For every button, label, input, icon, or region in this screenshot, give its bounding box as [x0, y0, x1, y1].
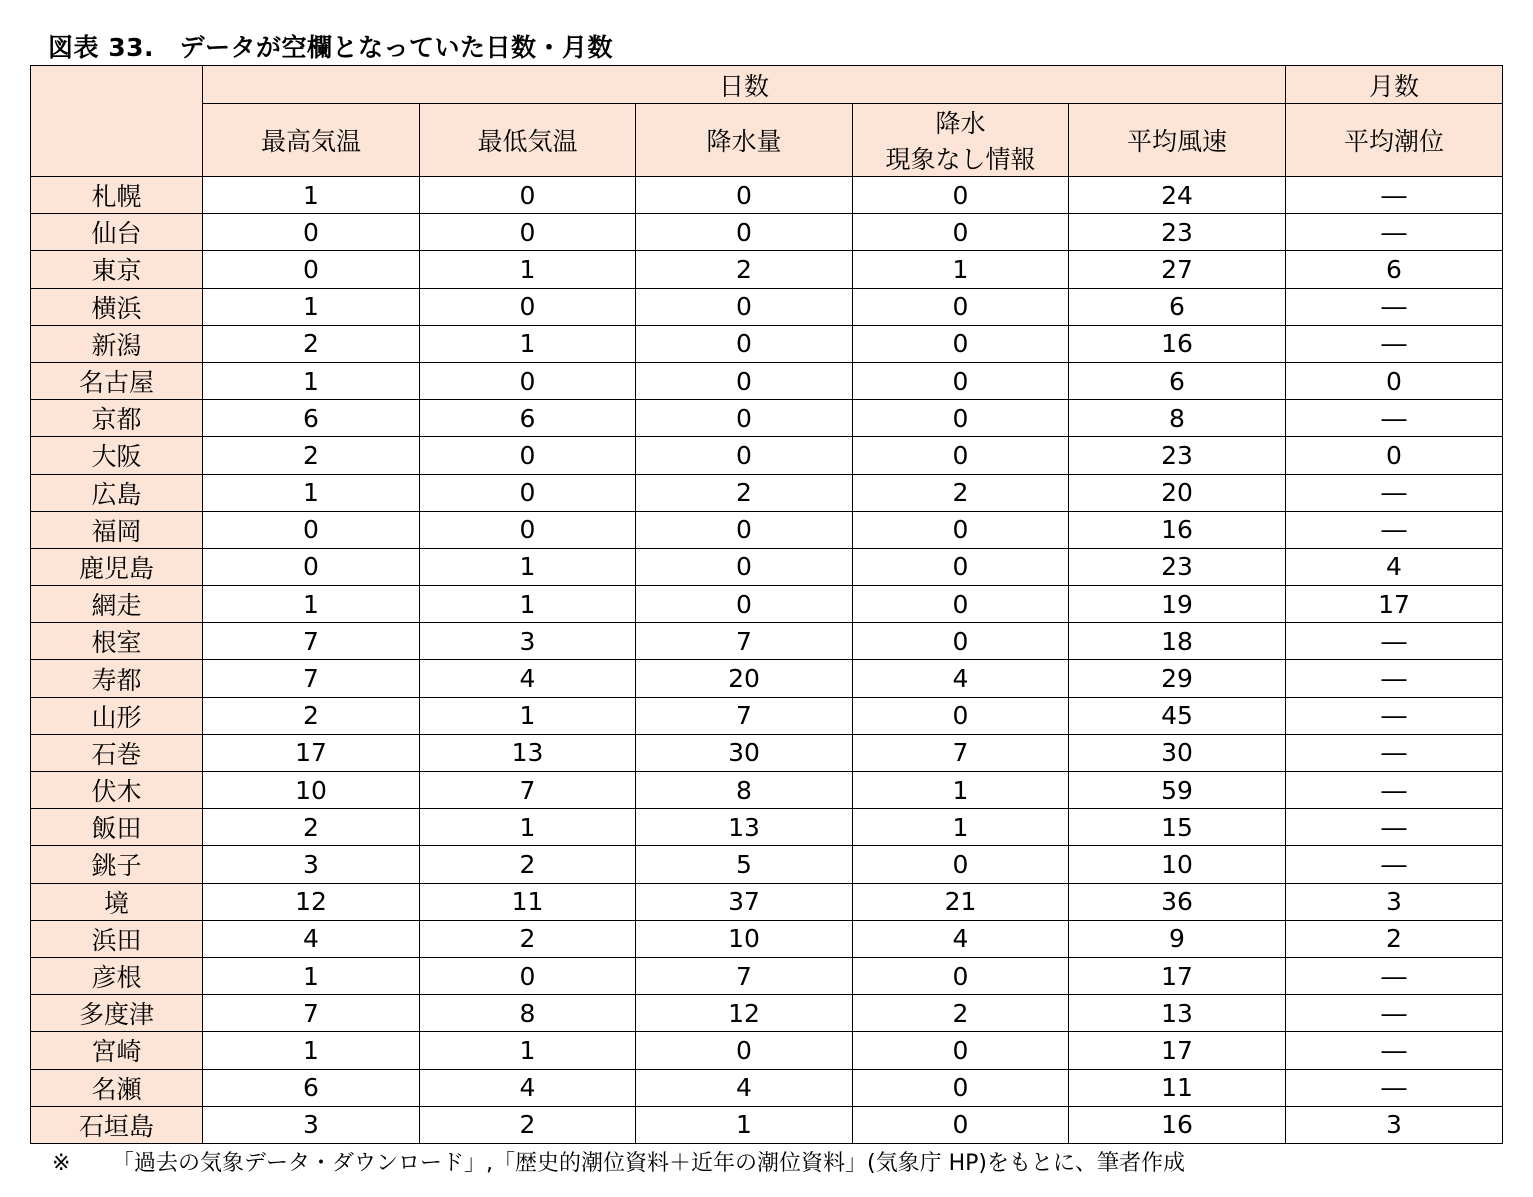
table-cell: 4 — [203, 920, 420, 957]
table-cell: 1 — [203, 288, 420, 325]
col-header-no-precip-line2: 現象なし情報 — [885, 145, 1036, 174]
table-cell: 0 — [853, 697, 1069, 734]
table-cell: 1 — [420, 1032, 636, 1069]
table-title: 図表 33. データが空欄となっていた日数・月数 — [48, 33, 613, 62]
table-cell: ― — [1286, 809, 1503, 846]
table-cell: 0 — [203, 214, 420, 251]
table-row — [31, 362, 1503, 399]
table-cell: 2 — [203, 437, 420, 474]
table-cell: 1 — [420, 548, 636, 585]
table-cell: ― — [1286, 957, 1503, 994]
table-cell: 13 — [636, 809, 853, 846]
table-row — [31, 772, 1503, 809]
table-cell: 10 — [636, 920, 853, 957]
table-cell: 21 — [853, 883, 1069, 920]
table-cell: 9 — [1069, 920, 1286, 957]
table-cell: 2 — [853, 995, 1069, 1032]
table-cell: 6 — [203, 1069, 420, 1106]
table-cell: 45 — [1069, 697, 1286, 734]
table-cell: 1 — [203, 957, 420, 994]
table-cell: 4 — [853, 920, 1069, 957]
table-cell: 0 — [853, 511, 1069, 548]
table-row — [31, 957, 1503, 994]
row-label: 名古屋 — [31, 362, 203, 399]
table-cell: ― — [1286, 660, 1503, 697]
table-cell: 17 — [1286, 586, 1503, 623]
row-label: 横浜 — [31, 288, 203, 325]
row-label: 福岡 — [31, 511, 203, 548]
row-label: 石巻 — [31, 734, 203, 771]
table-cell: 5 — [636, 846, 853, 883]
table-cell: 1 — [853, 809, 1069, 846]
table-cell: 0 — [420, 214, 636, 251]
table-row — [31, 734, 1503, 771]
table-cell: 0 — [636, 177, 853, 214]
table-cell: 1 — [203, 362, 420, 399]
row-label: 鹿児島 — [31, 548, 203, 585]
row-label: 境 — [31, 883, 203, 920]
row-label: 仙台 — [31, 214, 203, 251]
table-cell: 37 — [636, 883, 853, 920]
col-header-no-precip-info — [853, 104, 1069, 177]
table-cell: 4 — [420, 1069, 636, 1106]
col-header-min-temp: 最低気温 — [420, 104, 636, 177]
table-cell: 8 — [420, 995, 636, 1032]
table-cell: 0 — [636, 214, 853, 251]
row-label: 宮崎 — [31, 1032, 203, 1069]
table-cell: 0 — [853, 177, 1069, 214]
table-row — [31, 548, 1503, 585]
table-cell: 12 — [636, 995, 853, 1032]
table-cell: ― — [1286, 697, 1503, 734]
table-body — [31, 177, 1503, 1144]
table-cell: 0 — [853, 1032, 1069, 1069]
table-row — [31, 995, 1503, 1032]
table-cell: 0 — [420, 957, 636, 994]
table-cell: 0 — [420, 288, 636, 325]
table-cell: 2 — [636, 474, 853, 511]
table-cell: 0 — [853, 623, 1069, 660]
table-cell: 0 — [853, 548, 1069, 585]
table-cell: 0 — [636, 1032, 853, 1069]
table-cell: 29 — [1069, 660, 1286, 697]
row-label: 札幌 — [31, 177, 203, 214]
table-cell: ― — [1286, 734, 1503, 771]
table-row — [31, 288, 1503, 325]
table-cell: 20 — [1069, 474, 1286, 511]
table-cell: 16 — [1069, 1106, 1286, 1143]
table-cell: ― — [1286, 1032, 1503, 1069]
table-row — [31, 325, 1503, 362]
row-label: 網走 — [31, 586, 203, 623]
table-row — [31, 214, 1503, 251]
table-cell: 8 — [636, 772, 853, 809]
row-label: 浜田 — [31, 920, 203, 957]
table-cell: 0 — [420, 474, 636, 511]
table-cell: 19 — [1069, 586, 1286, 623]
table-cell: 1 — [636, 1106, 853, 1143]
table-cell: 4 — [1286, 548, 1503, 585]
corner-cell — [31, 66, 203, 177]
table-cell: ― — [1286, 177, 1503, 214]
table-cell: 0 — [203, 511, 420, 548]
table-cell: 1 — [203, 1032, 420, 1069]
table-cell: 3 — [1286, 1106, 1503, 1143]
table-cell: 30 — [1069, 734, 1286, 771]
row-label: 彦根 — [31, 957, 203, 994]
table-row — [31, 660, 1503, 697]
row-label: 大阪 — [31, 437, 203, 474]
table-cell: 0 — [853, 586, 1069, 623]
table-cell: 20 — [636, 660, 853, 697]
table-cell: 7 — [203, 995, 420, 1032]
table-cell: 6 — [1069, 288, 1286, 325]
col-header-avg-tide: 平均潮位 — [1286, 104, 1503, 177]
table-row — [31, 1106, 1503, 1143]
table-cell: 23 — [1069, 548, 1286, 585]
table-cell: 36 — [1069, 883, 1286, 920]
table-cell: 1 — [420, 586, 636, 623]
table-cell: 1 — [420, 325, 636, 362]
table-cell: 27 — [1069, 251, 1286, 288]
table-row — [31, 437, 1503, 474]
table-cell: 0 — [853, 957, 1069, 994]
table-cell: 59 — [1069, 772, 1286, 809]
table-cell: 11 — [420, 883, 636, 920]
col-header-precipitation: 降水量 — [636, 104, 853, 177]
table-cell: 4 — [853, 660, 1069, 697]
table-cell: 24 — [1069, 177, 1286, 214]
table-cell: 15 — [1069, 809, 1286, 846]
group-header-months: 月数 — [1286, 66, 1503, 104]
table-cell: 23 — [1069, 214, 1286, 251]
table-row — [31, 1069, 1503, 1106]
table-cell: 0 — [636, 437, 853, 474]
table-row — [31, 251, 1503, 288]
table-cell: 0 — [853, 846, 1069, 883]
table-cell: 0 — [636, 288, 853, 325]
table-cell: 1 — [420, 251, 636, 288]
table-cell: ― — [1286, 772, 1503, 809]
table-row — [31, 846, 1503, 883]
row-label: 寿都 — [31, 660, 203, 697]
table-cell: 0 — [636, 586, 853, 623]
col-header-no-precip-line1: 降水 — [935, 109, 986, 138]
table-cell: 0 — [420, 511, 636, 548]
table-cell: 4 — [420, 660, 636, 697]
table-cell: 7 — [203, 623, 420, 660]
table-cell: 13 — [420, 734, 636, 771]
table-cell: 2 — [1286, 920, 1503, 957]
table-row — [31, 697, 1503, 734]
table-cell: 6 — [1069, 362, 1286, 399]
table-row — [31, 511, 1503, 548]
table-cell: 0 — [636, 511, 853, 548]
table-cell: 1 — [203, 177, 420, 214]
table-row — [31, 177, 1503, 214]
group-header-days: 日数 — [203, 66, 1286, 104]
table-cell: 7 — [636, 623, 853, 660]
table-cell: 30 — [636, 734, 853, 771]
table-cell: 0 — [420, 362, 636, 399]
table-row — [31, 920, 1503, 957]
table-cell: 13 — [1069, 995, 1286, 1032]
row-label: 銚子 — [31, 846, 203, 883]
table-cell: 0 — [853, 400, 1069, 437]
table-cell: 0 — [203, 251, 420, 288]
table-cell: 0 — [853, 362, 1069, 399]
table-cell: ― — [1286, 623, 1503, 660]
table-cell: 2 — [203, 809, 420, 846]
table-row — [31, 809, 1503, 846]
table-cell: 4 — [636, 1069, 853, 1106]
table-cell: 7 — [203, 660, 420, 697]
table-cell: 11 — [1069, 1069, 1286, 1106]
table-cell: 0 — [1286, 362, 1503, 399]
table-cell: 2 — [420, 920, 636, 957]
table-cell: 6 — [1286, 251, 1503, 288]
table-cell: 7 — [636, 957, 853, 994]
table-cell: 0 — [1286, 437, 1503, 474]
table-row — [31, 586, 1503, 623]
row-label: 伏木 — [31, 772, 203, 809]
table-cell: ― — [1286, 214, 1503, 251]
table-cell: 3 — [203, 846, 420, 883]
table-cell: 3 — [1286, 883, 1503, 920]
table-row — [31, 883, 1503, 920]
table-cell: ― — [1286, 846, 1503, 883]
table-cell: 1 — [420, 697, 636, 734]
table-cell: 3 — [420, 623, 636, 660]
table-cell: 2 — [636, 251, 853, 288]
row-label: 根室 — [31, 623, 203, 660]
table-cell: 16 — [1069, 325, 1286, 362]
row-label: 名瀬 — [31, 1069, 203, 1106]
row-label: 東京 — [31, 251, 203, 288]
table-cell: 2 — [203, 325, 420, 362]
table-cell: 0 — [853, 1106, 1069, 1143]
table-row — [31, 623, 1503, 660]
table-cell: 12 — [203, 883, 420, 920]
table-cell: 6 — [420, 400, 636, 437]
row-label: 山形 — [31, 697, 203, 734]
table-cell: 2 — [420, 1106, 636, 1143]
table-cell: ― — [1286, 325, 1503, 362]
table-cell: 2 — [853, 474, 1069, 511]
missing-data-table — [30, 65, 1503, 1144]
table-cell: ― — [1286, 474, 1503, 511]
table-cell: 1 — [853, 251, 1069, 288]
row-label: 京都 — [31, 400, 203, 437]
row-label: 広島 — [31, 474, 203, 511]
table-cell: 1 — [853, 772, 1069, 809]
table-cell: 2 — [203, 697, 420, 734]
row-label: 新潟 — [31, 325, 203, 362]
row-label: 飯田 — [31, 809, 203, 846]
table-cell: 0 — [853, 1069, 1069, 1106]
table-cell: ― — [1286, 511, 1503, 548]
table-cell: 17 — [203, 734, 420, 771]
table-cell: 2 — [420, 846, 636, 883]
table-cell: 0 — [636, 548, 853, 585]
footnote-text: 「過去の気象データ・ダウンロード」,「歴史的潮位資料＋近年の潮位資料」(気象庁 HP)をもとに、筆者作成 — [112, 1151, 1185, 1176]
table-cell: 0 — [420, 437, 636, 474]
table-cell: ― — [1286, 400, 1503, 437]
table-cell: 0 — [853, 214, 1069, 251]
table-cell: 8 — [1069, 400, 1286, 437]
table-cell: 1 — [203, 474, 420, 511]
col-header-avg-wind: 平均風速 — [1069, 104, 1286, 177]
table-cell: 0 — [203, 548, 420, 585]
table-cell: 0 — [636, 362, 853, 399]
table-cell: ― — [1286, 288, 1503, 325]
table-cell: 3 — [203, 1106, 420, 1143]
row-label: 石垣島 — [31, 1106, 203, 1143]
table-cell: 17 — [1069, 1032, 1286, 1069]
table-cell: 17 — [1069, 957, 1286, 994]
table-cell: 1 — [420, 809, 636, 846]
table-cell: ― — [1286, 995, 1503, 1032]
table-cell: 1 — [203, 586, 420, 623]
table-cell: 10 — [1069, 846, 1286, 883]
table-cell: 0 — [420, 177, 636, 214]
table-row — [31, 400, 1503, 437]
table-cell: 0 — [636, 400, 853, 437]
table-cell: 0 — [636, 325, 853, 362]
table-cell: 10 — [203, 772, 420, 809]
table-cell: 23 — [1069, 437, 1286, 474]
table-cell: 7 — [853, 734, 1069, 771]
footnote — [52, 1146, 1185, 1177]
footnote-mark: ※ — [52, 1151, 71, 1176]
table-cell: 18 — [1069, 623, 1286, 660]
table-row — [31, 1032, 1503, 1069]
table-cell: ― — [1286, 1069, 1503, 1106]
table-cell: 7 — [420, 772, 636, 809]
table-cell: 16 — [1069, 511, 1286, 548]
table-row — [31, 474, 1503, 511]
table-cell: 7 — [636, 697, 853, 734]
table-cell: 0 — [853, 288, 1069, 325]
table-cell: 6 — [203, 400, 420, 437]
col-header-max-temp: 最高気温 — [203, 104, 420, 177]
table-cell: 0 — [853, 325, 1069, 362]
row-label: 多度津 — [31, 995, 203, 1032]
table-cell: 0 — [853, 437, 1069, 474]
